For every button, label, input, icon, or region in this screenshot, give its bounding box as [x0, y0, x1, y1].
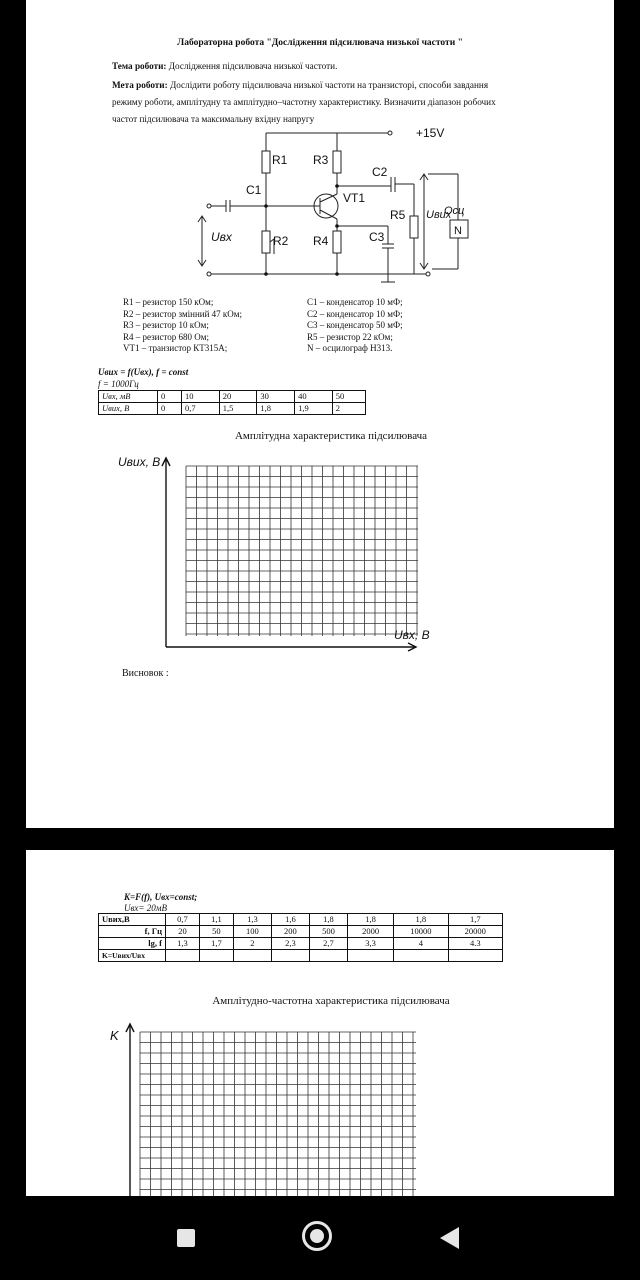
component-item: C2 – конденсатор 10 мФ;	[307, 308, 403, 319]
goal-text-1: Дослідити роботу підсилювача низької частоти на транзисторі, способи завдання	[169, 80, 489, 90]
c2-label: C2	[372, 165, 388, 179]
frequency-formula: K=F(f), Uвх=const;	[124, 892, 198, 902]
back-icon	[440, 1227, 459, 1249]
components-left	[123, 297, 313, 355]
component-item: R2 – резистор змінний 47 кОм;	[123, 308, 242, 319]
component-item: R4 – резистор 680 Ом;	[123, 331, 209, 342]
topic-label: Тема роботи:	[112, 61, 167, 71]
uin-label: Uвх	[211, 230, 232, 244]
table-row: lg, f 1,3 1,7 2 2,3 2,7 3,3 4 4.3	[99, 938, 503, 950]
y-axis-label: Uвих, В	[118, 455, 161, 469]
frequency-graph-title: Амплітудно-частотна характеристика підсилювача	[212, 995, 450, 1007]
back-button[interactable]	[428, 1216, 472, 1260]
goal-line-1	[112, 79, 582, 92]
uout-label: Uвих	[426, 209, 452, 221]
vplus-label: +15V	[416, 126, 445, 140]
component-item: R5 – резистор 22 кОм;	[307, 331, 393, 342]
vt1-label: VT1	[343, 191, 366, 205]
goal-line-2: режиму роботи, амплітудну та амплітудно–частотну характеристику. Визначити діапазон робочих	[112, 97, 496, 107]
c1-label: C1	[246, 183, 262, 197]
component-item: C1 – конденсатор 10 мФ;	[307, 297, 403, 307]
frequency-value: f = 1000Гц	[98, 379, 139, 389]
amplitude-table	[98, 390, 366, 415]
components-right	[307, 297, 507, 355]
amplitude-formula: Uвих = f(Uвх), f = const	[98, 367, 189, 377]
amplitude-graph-grid	[114, 452, 450, 652]
topic-line	[112, 60, 582, 73]
home-icon-dot	[310, 1229, 324, 1243]
table-row: K=Uвих/Uвх	[99, 950, 503, 962]
circuit-diagram	[176, 124, 476, 284]
page-title: Лабораторна робота "Дослідження підсилювача низької частоти "	[177, 38, 463, 48]
input-voltage-value: Uвх= 20мВ	[124, 903, 167, 913]
r1-label: R1	[272, 153, 288, 167]
table-row: Uвих,В 0,7 1,1 1,3 1,6 1,8 1,8 1,8 1,7	[99, 914, 503, 926]
document-page-1	[26, 0, 614, 828]
r5-label: R5	[390, 208, 406, 222]
osc-label: Осц	[444, 205, 465, 217]
conclusion-label: Висновок :	[122, 668, 169, 679]
frequency-table	[98, 913, 503, 962]
topic-text: Дослідження підсилювача низької частоти.	[168, 61, 338, 71]
recent-apps-button[interactable]	[164, 1216, 208, 1260]
goal-line-3: частот підсилювача та максимальну вхідну напругу	[112, 114, 315, 124]
frequency-graph-grid	[106, 1020, 446, 1196]
k-axis-label: K	[110, 1028, 119, 1043]
x-axis-label: Uвх, В	[394, 628, 430, 642]
goal-label: Мета роботи:	[112, 80, 168, 90]
table-row: f, Гц 20 50 100 200 500 2000 10000 20000	[99, 926, 503, 938]
c3-label: C3	[369, 230, 385, 244]
r4-label: R4	[313, 234, 329, 248]
table-row: Uвих, В 0 0,7 1,5 1,8 1,9 2	[99, 403, 366, 415]
amplitude-graph-title: Амплітудна характеристика підсилювача	[234, 430, 428, 442]
component-item: R1 – резистор 150 кОм;	[123, 297, 214, 307]
table-row: Uвх, мВ 0 10 20 30 40 50	[99, 391, 366, 403]
component-item: VT1 – транзистор КТ315А;	[123, 343, 228, 353]
component-item: R3 – резистор 10 кОм;	[123, 320, 209, 330]
component-item: C3 – конденсатор 50 мФ;	[307, 320, 403, 330]
r3-label: R3	[313, 153, 329, 167]
document-page-2	[26, 850, 614, 1196]
recent-apps-icon	[177, 1229, 195, 1247]
component-item: N – осцилограф Н313.	[307, 343, 393, 353]
home-button[interactable]	[297, 1216, 341, 1260]
navigation-bar	[0, 1196, 640, 1280]
n-label: N	[454, 225, 462, 237]
r2-label: R2	[273, 234, 289, 248]
